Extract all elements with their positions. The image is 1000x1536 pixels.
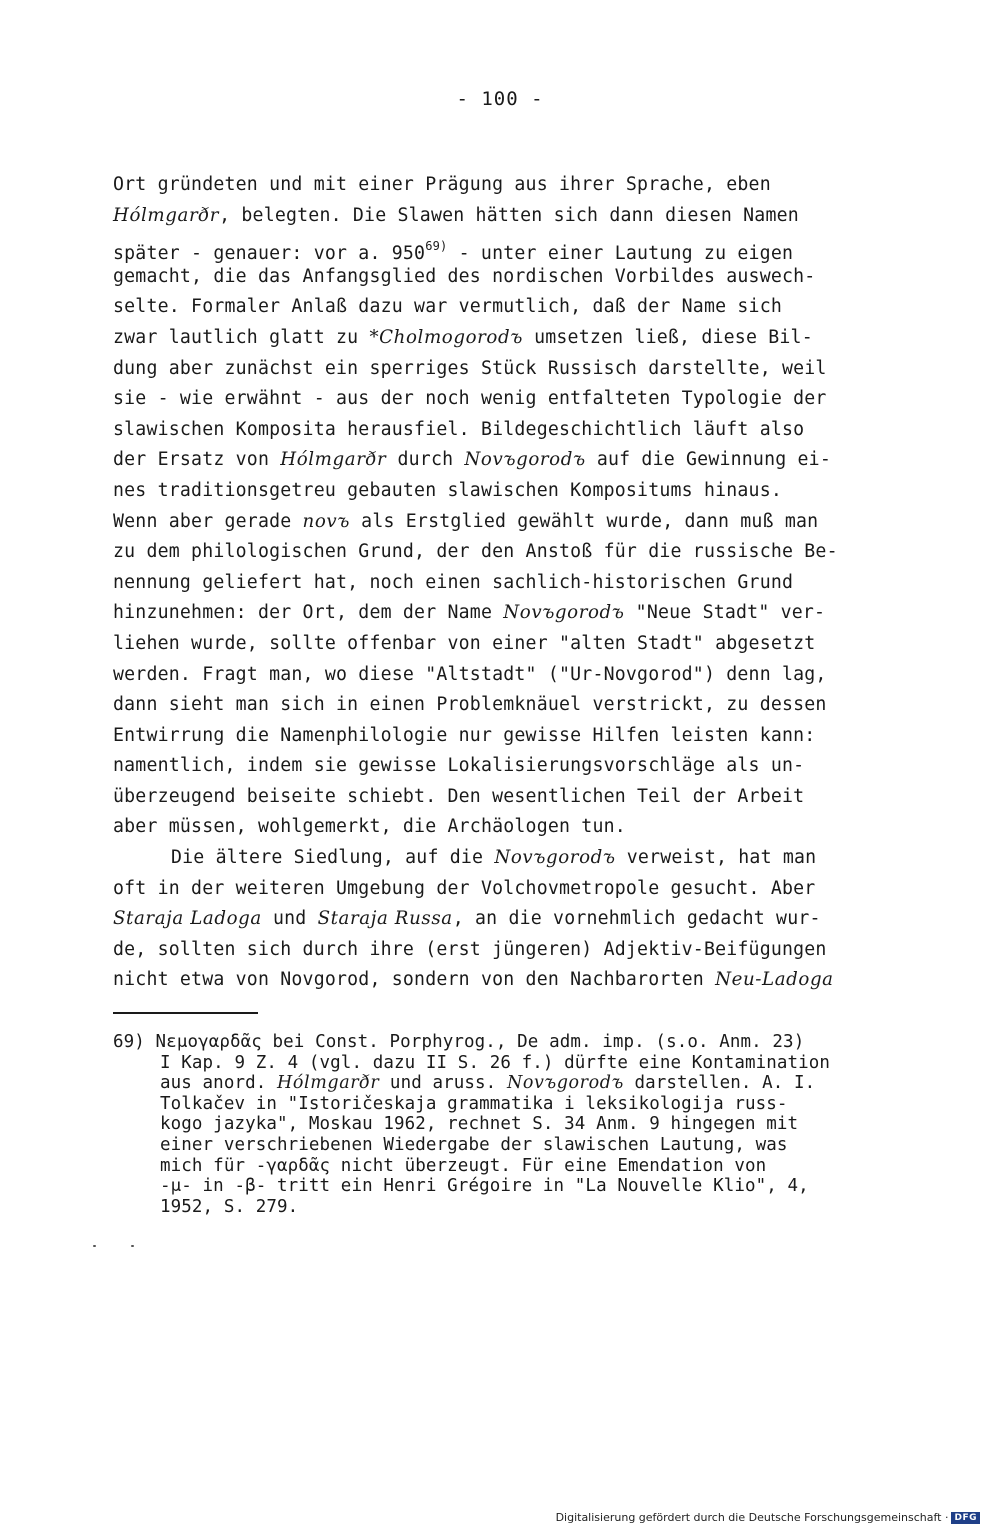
text-line <box>113 507 903 538</box>
footnote-separator <box>113 1012 258 1014</box>
text-span: zwar lautlich glatt zu <box>113 326 370 348</box>
footnote-line <box>113 1156 913 1177</box>
credit-text: Digitalisierung gefördert durch die Deutsche Forschungsgemeinschaft · <box>555 1511 949 1524</box>
text-span: Tolkačev in "Istoričeskaja grammatika i leksikologija russ- <box>160 1093 788 1114</box>
text-span: Entwirrung die Namenphilologie nur gewisse Hilfen leisten kann: <box>113 724 816 746</box>
text-line <box>113 537 903 568</box>
text-line <box>113 904 903 935</box>
scan-speck <box>93 1245 96 1247</box>
text-line <box>113 323 903 354</box>
text-line <box>113 445 903 476</box>
italic-name: Staraja Ladoga <box>113 908 262 930</box>
text-span: aus anord. <box>160 1073 277 1094</box>
text-span: , an die vornehmlich gedacht wur- <box>452 908 821 930</box>
footnote-line <box>113 1176 913 1197</box>
text-line <box>113 170 903 201</box>
text-span: nes traditionsgetreu gebauten slawischen Kompositums hinaus. <box>113 479 782 501</box>
footnote <box>113 1032 913 1217</box>
italic-name: Novъgorodъ <box>506 1073 624 1094</box>
text-line <box>113 201 903 232</box>
text-span: zu dem philologischen Grund, der den Anstoß für die russische Be- <box>113 541 838 563</box>
text-span: hinzunehmen: der Ort, dem der Name <box>113 602 504 624</box>
text-span: gemacht, die das Anfangsglied des nordischen Vorbildes auswech- <box>113 265 816 287</box>
italic-name: Novъgorodъ <box>464 449 586 471</box>
footnote-reference: 69) <box>425 239 448 254</box>
italic-name: Hólmgarðr <box>280 449 387 471</box>
text-span: dung aber zunächst ein sperriges Stück Russisch darstellte, weil <box>113 357 827 379</box>
text-line <box>113 965 903 996</box>
text-line <box>113 568 903 599</box>
footnote-line <box>113 1073 913 1094</box>
text-span: liehen wurde, sollte offenbar von einer "alten Stadt" abgesetzt <box>113 632 816 654</box>
text-span: als Erstglied gewählt wurde, dann muß man <box>350 510 819 532</box>
italic-name: Novъgorodъ <box>503 602 625 624</box>
text-span: , belegten. Die Slawen hätten sich dann diesen Namen <box>219 204 799 226</box>
text-span: Die ältere Siedlung, auf die <box>171 847 495 869</box>
page-number: - 100 - <box>456 88 544 110</box>
text-span: de, sollten sich durch ihre (erst jüngeren) Adjektiv-Beifügungen <box>113 938 827 960</box>
text-line <box>113 598 903 629</box>
text-span: darstellen. A. I. <box>623 1073 816 1094</box>
text-line <box>113 262 903 293</box>
footnote-line <box>113 1114 913 1135</box>
text-line <box>113 782 903 813</box>
text-span: 1952, S. 279. <box>160 1196 299 1217</box>
text-span: werden. Fragt man, wo diese "Altstadt" ("Ur-Novgorod") denn lag, <box>113 663 827 685</box>
italic-name: Novъgorodъ <box>494 847 616 869</box>
text-line <box>113 415 903 446</box>
footnote-line <box>113 1197 913 1218</box>
text-line <box>113 354 903 385</box>
text-span: mich für -γαρδᾶς nicht überzeugt. Für eine Emendation von <box>160 1155 767 1176</box>
text-span: und aruss. <box>379 1073 507 1094</box>
footnote-line <box>113 1053 913 1074</box>
text-line <box>113 812 903 843</box>
text-span: nennung geliefert hat, noch einen sachlich-historischen Grund <box>113 571 794 593</box>
italic-name: *Cholmogorodъ <box>369 326 523 348</box>
text-line <box>113 721 903 752</box>
text-span: slawischen Komposita herausfiel. Bildegeschichtlich läuft also <box>113 418 805 440</box>
text-span: Ort gründeten und mit einer Prägung aus ihrer Sprache, eben <box>113 174 771 195</box>
digitization-credit <box>556 1511 980 1524</box>
text-span: dann sieht man sich in einen Problemknäuel verstrickt, zu dessen <box>113 694 827 716</box>
text-span: 69) Νεμογαρδᾶς bei Const. Porphyrog., De adm. imp. (s.o. Anm. 23) <box>113 1032 805 1052</box>
text-span: auf die Gewinnung ei- <box>585 449 831 471</box>
text-span: umsetzen ließ, diese Bil- <box>522 326 813 348</box>
text-span: selte. Formaler Anlaß dazu war vermutlich, daß der Name sich <box>113 296 782 318</box>
text-line <box>113 935 903 966</box>
text-span: Wenn aber gerade <box>113 510 303 532</box>
footnote-line <box>113 1094 913 1115</box>
text-span: sie - wie erwähnt - aus der noch wenig entfalteten Typologie der <box>113 388 827 410</box>
main-text <box>113 170 903 996</box>
footnote-line <box>113 1135 913 1156</box>
text-span: nicht etwa von Novgorod, sondern von den Nachbarorten <box>113 969 716 991</box>
text-span: - unter einer Lautung zu eigen <box>447 243 794 265</box>
footnote-line <box>113 1032 913 1053</box>
italic-name: Neu-Ladoga <box>715 969 834 991</box>
italic-name: Staraja Russa <box>317 908 453 930</box>
text-line <box>113 751 903 782</box>
text-span: namentlich, indem sie gewisse Lokalisierungsvorschläge als un- <box>113 755 805 777</box>
text-span: einer verschriebenen Wiedergabe der slawischen Lautung, was <box>160 1134 788 1155</box>
italic-name: novъ <box>302 510 351 532</box>
text-span: oft in der weiteren Umgebung der Volchovmetropole gesucht. Aber <box>113 877 816 899</box>
text-span: überzeugend beiseite schiebt. Den wesentlichen Teil der Arbeit <box>113 785 805 807</box>
text-span: verweist, hat man <box>615 847 817 869</box>
text-line <box>113 660 903 691</box>
text-line <box>113 629 903 660</box>
text-line <box>113 384 903 415</box>
text-span: durch <box>386 449 465 471</box>
text-line <box>113 874 903 905</box>
text-span: kogo jazyka", Moskau 1962, rechnet S. 34 Anm. 9 hingegen mit <box>160 1114 799 1135</box>
italic-name: Hólmgarðr <box>277 1073 380 1094</box>
text-span: "Neue Stadt" ver- <box>624 602 826 624</box>
text-line <box>113 690 903 721</box>
text-span: und <box>261 908 318 930</box>
text-line <box>113 292 903 323</box>
text-span: aber müssen, wohlgemerkt, die Archäologen tun. <box>113 816 626 838</box>
dfg-logo-icon: DFG <box>951 1512 980 1524</box>
text-span: I Kap. 9 Z. 4 (vgl. dazu II S. 26 f.) dürfte eine Kontamination <box>160 1052 831 1073</box>
text-line <box>113 231 903 265</box>
text-span: -μ- in -β- tritt ein Henri Grégoire in "La Nouvelle Klio", 4, <box>160 1176 809 1197</box>
text-line-paragraph-start <box>113 843 903 874</box>
text-span: der Ersatz von <box>113 449 281 471</box>
italic-name: Hólmgarðr <box>113 204 220 226</box>
text-span: später - genauer: vor a. 950 <box>113 243 426 265</box>
text-line <box>113 476 903 507</box>
scan-speck <box>131 1245 134 1247</box>
